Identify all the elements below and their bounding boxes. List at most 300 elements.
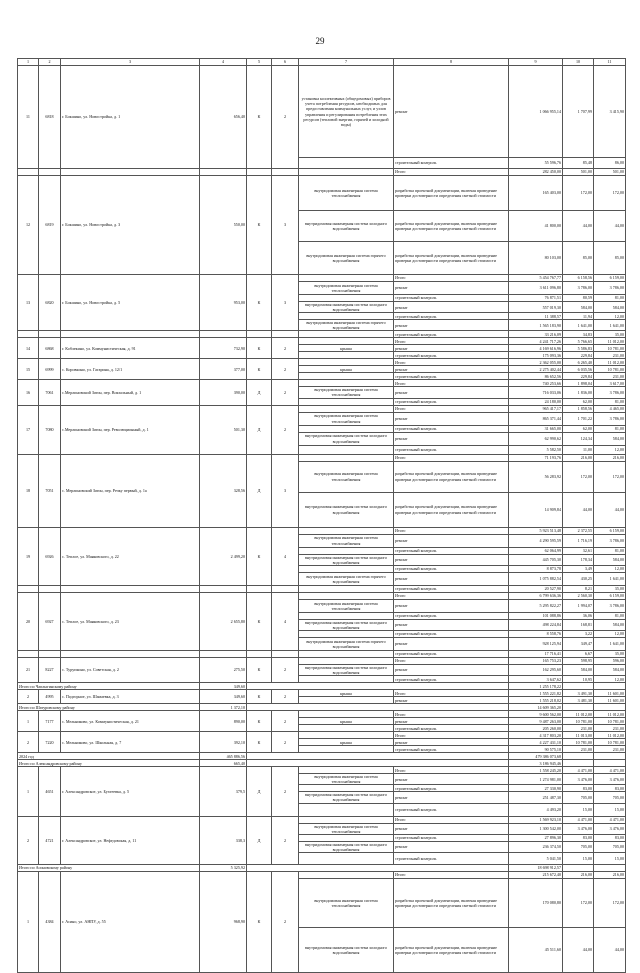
- column-number: 8: [394, 59, 509, 66]
- house-area: 953,00: [200, 275, 247, 331]
- max-unit-cost: 3 786,00: [594, 534, 626, 547]
- max-unit-cost: 10 781,00: [594, 718, 626, 725]
- engineering-system: [299, 767, 394, 774]
- row-number: 12: [18, 176, 39, 275]
- row-number: 2: [18, 690, 39, 704]
- work-type: строительный контроль: [394, 746, 509, 753]
- work-cost: 5 295 822,27: [509, 599, 563, 612]
- work-cost: 9 600 562,00: [509, 711, 563, 718]
- summary-row: [18, 753, 626, 760]
- work-cost: 55 596,76: [509, 158, 563, 169]
- material-type: К: [247, 359, 272, 380]
- summary-row: [18, 683, 626, 690]
- max-unit-cost: 3 476,00: [594, 823, 626, 834]
- engineering-system: [299, 527, 394, 534]
- unit-cost: 1 858,56: [563, 405, 594, 412]
- floors-count: 4: [272, 527, 299, 585]
- work-cost: 4 317 803,20: [509, 732, 563, 739]
- work-cost: 5 582,50: [509, 445, 563, 454]
- material-type: Д: [247, 380, 272, 405]
- work-cost: 498 224,84: [509, 619, 563, 630]
- work-type: Итого: [394, 380, 509, 387]
- work-type: строительный контроль: [394, 612, 509, 619]
- max-unit-cost: 172,00: [594, 878, 626, 927]
- work-type: строительный контроль: [394, 331, 509, 338]
- engineering-system: [299, 852, 394, 864]
- unit-cost: 8,21: [563, 585, 594, 592]
- max-unit-cost: 11 601,00: [594, 690, 626, 697]
- max-unit-cost: 86,00: [594, 158, 626, 169]
- engineering-system: внутридомовая инженерная система теплоснабжения: [299, 387, 394, 398]
- floors-count: 2: [272, 690, 299, 704]
- work-cost: 62 064,99: [509, 547, 563, 554]
- table-row: [18, 338, 626, 345]
- unit-cost: 349,47: [563, 637, 594, 650]
- engineering-system: [299, 352, 394, 359]
- max-unit-cost: 1 641,00: [594, 637, 626, 650]
- unit-cost: 11 012,00: [563, 711, 594, 718]
- engineering-system: [299, 732, 394, 739]
- floors-count: [272, 331, 299, 338]
- floors-count: 2: [272, 871, 299, 972]
- work-type: Итого: [394, 592, 509, 599]
- material-type: [247, 585, 272, 592]
- column-number: 1: [18, 59, 39, 66]
- row-number: 11: [18, 66, 39, 169]
- work-cost: 205 260,00: [509, 725, 563, 732]
- max-unit-cost: 10 781,00: [594, 739, 626, 746]
- work-type: разработка проектной документации, включая проведение проверки достоверности определения сметной стоимости: [394, 492, 509, 527]
- house-id: 4384: [39, 871, 61, 972]
- unit-cost: 705,00: [563, 792, 594, 803]
- floors-count: 2: [272, 657, 299, 682]
- house-address: г. Бокшино, ул. Новостройка, д. 3: [61, 176, 200, 275]
- engineering-system: [299, 725, 394, 732]
- work-type: ремонт: [394, 302, 509, 313]
- unit-cost: 124,34: [563, 432, 594, 445]
- work-cost: 11 388,57: [509, 313, 563, 320]
- work-cost: 4 227 431,10: [509, 739, 563, 746]
- work-cost: 236 374,50: [509, 841, 563, 852]
- work-type: разработка проектной документации, включая проведение проверки достоверности определения сметной стоимости: [394, 927, 509, 972]
- house-area: 379,5: [200, 767, 247, 816]
- house-address: с. Мерлиновский Затон, пер. Речку первый, д. 1а: [61, 454, 200, 527]
- house-id: [39, 169, 61, 176]
- engineering-system: [299, 871, 394, 878]
- summary-sum: 18 698 912,57: [509, 864, 563, 871]
- engineering-system: [299, 454, 394, 461]
- max-unit-cost: 83,00: [594, 834, 626, 841]
- max-unit-cost: 584,00: [594, 664, 626, 675]
- work-type: Итого: [394, 405, 509, 412]
- summary-sum: 1 255 178,22: [509, 683, 563, 690]
- work-cost: 8 558,76: [509, 630, 563, 637]
- work-type: ремонт: [394, 387, 509, 398]
- work-type: Итого: [394, 275, 509, 282]
- max-unit-cost: 4 465,00: [594, 405, 626, 412]
- engineering-system: установка коллективных (общедомовых) приборов учета потребления ресурсов, необходимых для предоставления коммунальных услуг, и узлов управления и регулирования потребления этих ресурсов (тепловой энергии, горячей и холодной воды): [299, 66, 394, 158]
- house-address: [61, 585, 200, 592]
- engineering-system: внутридомовая инженерная система холодного водоснабжения: [299, 841, 394, 852]
- unit-cost: 501,00: [563, 169, 594, 176]
- engineering-system: [299, 373, 394, 380]
- work-cost: 557 019,30: [509, 302, 563, 313]
- unit-cost: 705,00: [563, 841, 594, 852]
- engineering-system: [299, 295, 394, 302]
- work-type: Итого: [394, 527, 509, 534]
- max-unit-cost: 11 012,00: [594, 711, 626, 718]
- work-cost: 2 275 402,44: [509, 366, 563, 373]
- table-row: [18, 657, 626, 664]
- material-type: К: [247, 275, 272, 331]
- engineering-system: [299, 158, 394, 169]
- unit-cost: 85,48: [563, 158, 594, 169]
- unit-cost: 3 481,30: [563, 697, 594, 704]
- work-cost: 41 800,00: [509, 211, 563, 242]
- table-row: [18, 176, 626, 211]
- empty-cell: [247, 753, 509, 760]
- unit-cost: 44,00: [563, 211, 594, 242]
- column-number: 9: [509, 59, 563, 66]
- work-cost: 865 371,44: [509, 412, 563, 425]
- engineering-system: внутридомовая инженерная система холодного водоснабжения: [299, 927, 394, 972]
- summary-label: Итого по Александровскому району: [18, 760, 200, 767]
- work-type: строительный контроль: [394, 425, 509, 432]
- work-type: ремонт: [394, 774, 509, 785]
- empty-cell: [563, 864, 594, 871]
- work-cost: 76 871,51: [509, 295, 563, 302]
- max-unit-cost: 44,00: [594, 211, 626, 242]
- max-unit-cost: 15,00: [594, 852, 626, 864]
- row-number: [18, 585, 39, 592]
- max-unit-cost: 3 786,00: [594, 412, 626, 425]
- empty-cell: [563, 753, 594, 760]
- summary-label: 2024 год: [18, 753, 200, 760]
- max-unit-cost: 12,00: [594, 630, 626, 637]
- engineering-system: [299, 331, 394, 338]
- unit-cost: 15,00: [563, 803, 594, 816]
- work-type: строительный контроль: [394, 676, 509, 683]
- house-area: [200, 169, 247, 176]
- unit-cost: 2 560,30: [563, 592, 594, 599]
- house-id: 6819: [39, 176, 61, 275]
- max-unit-cost: 10 781,00: [594, 366, 626, 373]
- max-unit-cost: 231,00: [594, 373, 626, 380]
- work-type: ремонт: [394, 432, 509, 445]
- unit-cost: 6 158,56: [563, 275, 594, 282]
- row-number: 19: [18, 527, 39, 585]
- house-area: 349,60: [200, 690, 247, 704]
- max-unit-cost: 35,00: [594, 331, 626, 338]
- row-number: 1: [18, 871, 39, 972]
- engineering-system: [299, 275, 394, 282]
- table-row: [18, 275, 626, 282]
- empty-cell: [563, 683, 594, 690]
- engineering-system: внутридомовая инженерная система теплоснабжения: [299, 412, 394, 425]
- unit-cost: 10 781,00: [563, 718, 594, 725]
- material-type: Д: [247, 405, 272, 454]
- house-address: г. Бокшино, ул. Новостройка, д. 1: [61, 66, 200, 169]
- engineering-system: внутридомовая инженерная система горячего водоснабжения: [299, 572, 394, 585]
- empty-cell: [594, 864, 626, 871]
- house-id: 6820: [39, 275, 61, 331]
- work-cost: 928 125,94: [509, 637, 563, 650]
- work-cost: 2 362 055,00: [509, 359, 563, 366]
- unit-cost: 36,06: [563, 612, 594, 619]
- max-unit-cost: 12,00: [594, 676, 626, 683]
- unit-cost: 11,00: [563, 445, 594, 454]
- max-unit-cost: 11 012,00: [594, 732, 626, 739]
- work-cost: 165 403,00: [509, 176, 563, 211]
- engineering-system: внутридомовая инженерная система холодного водоснабжения: [299, 554, 394, 565]
- work-type: Итого: [394, 657, 509, 664]
- material-type: К: [247, 711, 272, 732]
- house-id: 6999: [39, 359, 61, 380]
- unit-cost: 11 013,00: [563, 732, 594, 739]
- row-number: 20: [18, 592, 39, 650]
- unit-cost: 229,84: [563, 352, 594, 359]
- max-unit-cost: 11 012,00: [594, 359, 626, 366]
- max-unit-cost: 44,00: [594, 492, 626, 527]
- unit-cost: 2 372,55: [563, 527, 594, 534]
- max-unit-cost: 231,00: [594, 725, 626, 732]
- work-cost: 716 033,06: [509, 387, 563, 398]
- house-area: 328,56: [200, 454, 247, 527]
- unit-cost: 1 836,00: [563, 387, 594, 398]
- work-type: разработка проектной документации, включая проведение проверки достоверности определения сметной стоимости: [394, 461, 509, 492]
- work-type: Итого: [394, 690, 509, 697]
- engineering-system: внутридомовая инженерная система теплоснабжения: [299, 534, 394, 547]
- work-type: ремонт: [394, 554, 509, 565]
- work-type: ремонт: [394, 320, 509, 331]
- work-type: строительный контроль: [394, 352, 509, 359]
- house-area: 550,00: [200, 176, 247, 275]
- work-type: ремонт: [394, 599, 509, 612]
- work-type: Итого: [394, 871, 509, 878]
- engineering-system: внутридомовая инженерная система теплоснабжения: [299, 599, 394, 612]
- engineering-system: [299, 338, 394, 345]
- row-number: [18, 331, 39, 338]
- max-unit-cost: 231,00: [594, 352, 626, 359]
- page-number: 29: [315, 36, 325, 46]
- work-cost: 14 909,84: [509, 492, 563, 527]
- work-cost: 1 555 218,02: [509, 697, 563, 704]
- engineering-system: внутридомовая инженерная система теплоснабжения: [299, 461, 394, 492]
- engineering-system: крыша: [299, 690, 394, 697]
- max-unit-cost: 1 641,00: [594, 320, 626, 331]
- max-unit-cost: 3 476,00: [594, 774, 626, 785]
- work-type: ремонт: [394, 66, 509, 158]
- summary-row: [18, 704, 626, 711]
- material-type: Д: [247, 454, 272, 527]
- material-type: [247, 331, 272, 338]
- house-address: г. Александровское, ул. Бухтеевка, д. 5: [61, 767, 200, 816]
- house-area: [200, 331, 247, 338]
- work-type: строительный контроль: [394, 852, 509, 864]
- table-row: [18, 690, 626, 697]
- max-unit-cost: 584,00: [594, 302, 626, 313]
- engineering-system: внутридомовая инженерная система холодного водоснабжения: [299, 302, 394, 313]
- table-row: [18, 816, 626, 823]
- row-number: 1: [18, 711, 39, 732]
- unit-cost: 34,83: [563, 331, 594, 338]
- summary-area: 349,60: [200, 683, 247, 690]
- floors-count: [272, 650, 299, 657]
- max-unit-cost: 3 415,90: [594, 66, 626, 158]
- table-row: [18, 732, 626, 739]
- row-number: 1: [18, 767, 39, 816]
- unit-cost: 1 701,22: [563, 412, 594, 425]
- unit-cost: 584,00: [563, 302, 594, 313]
- work-type: ремонт: [394, 412, 509, 425]
- max-unit-cost: 85,00: [594, 242, 626, 275]
- work-cost: 162 295,60: [509, 664, 563, 675]
- max-unit-cost: 35,00: [594, 585, 626, 592]
- max-unit-cost: 6 159,00: [594, 592, 626, 599]
- work-cost: 45 511,60: [509, 927, 563, 972]
- work-type: ремонт: [394, 718, 509, 725]
- work-cost: 3 611 096,80: [509, 282, 563, 295]
- engineering-system: внутридомовая инженерная система холодного водоснабжения: [299, 432, 394, 445]
- engineering-system: [299, 816, 394, 823]
- house-address: с. Мельниково, ул. Коммунистическая, д. 21: [61, 711, 200, 732]
- work-type: ремонт: [394, 572, 509, 585]
- house-id: 6818: [39, 66, 61, 169]
- engineering-system: [299, 359, 394, 366]
- house-address: [61, 650, 200, 657]
- house-id: 7051: [39, 454, 61, 527]
- work-cost: 170 080,80: [509, 878, 563, 927]
- engineering-system: [299, 313, 394, 320]
- table-row: [18, 380, 626, 387]
- work-type: строительный контроль: [394, 834, 509, 841]
- engineering-system: [299, 547, 394, 554]
- house-area: 392,10: [200, 732, 247, 753]
- max-unit-cost: 1 641,00: [594, 572, 626, 585]
- unit-cost: 3,49: [563, 565, 594, 572]
- work-type: разработка проектной документации, включая проведение проверки достоверности определения сметной стоимости: [394, 211, 509, 242]
- house-area: 2 499,20: [200, 527, 247, 585]
- engineering-system: [299, 169, 394, 176]
- house-address: с. Теплое, ул. Маяковского, д. 23: [61, 592, 200, 650]
- house-area: 338,3: [200, 816, 247, 864]
- empty-cell: [247, 683, 509, 690]
- row-number: 14: [18, 338, 39, 359]
- engineering-system: внутридомовая инженерная система холодного водоснабжения: [299, 492, 394, 527]
- work-type: Итого: [394, 816, 509, 823]
- summary-area: 665,40: [200, 760, 247, 767]
- max-unit-cost: 81,00: [594, 425, 626, 432]
- summary-area: 5 325,92: [200, 864, 247, 871]
- max-unit-cost: 81,00: [594, 547, 626, 554]
- work-cost: 3 647,62: [509, 676, 563, 683]
- floors-count: 2: [272, 66, 299, 169]
- work-type: строительный контроль: [394, 585, 509, 592]
- empty-cell: [594, 683, 626, 690]
- table-row: [18, 405, 626, 412]
- house-address: с. Подгорное, ул. Шамаевка, д. 3: [61, 690, 200, 704]
- house-area: 377,00: [200, 359, 247, 380]
- work-type: Итого: [394, 454, 509, 461]
- unit-cost: 3 476,00: [563, 774, 594, 785]
- row-number: 17: [18, 405, 39, 454]
- max-unit-cost: 501,00: [594, 169, 626, 176]
- unit-cost: 5 766,65: [563, 338, 594, 345]
- column-number: 5: [247, 59, 272, 66]
- max-unit-cost: 15,00: [594, 803, 626, 816]
- house-id: [39, 585, 61, 592]
- work-cost: 215 672,40: [509, 871, 563, 878]
- work-cost: 71 193,76: [509, 454, 563, 461]
- work-type: строительный контроль: [394, 565, 509, 572]
- engineering-system: крыша: [299, 718, 394, 725]
- house-area: 275,50: [200, 657, 247, 682]
- unit-cost: 32,61: [563, 547, 594, 554]
- work-type: строительный контроль: [394, 547, 509, 554]
- house-address: г. Коблекино, ул. Коммунистическая, д. 91: [61, 338, 200, 359]
- floors-count: 3: [272, 454, 299, 527]
- work-type: Итого: [394, 359, 509, 366]
- table-row: [18, 711, 626, 718]
- engineering-system: внутридомовая инженерная система теплоснабжения: [299, 176, 394, 211]
- unit-cost: 10 781,00: [563, 739, 594, 746]
- column-number: 7: [299, 59, 394, 66]
- engineering-system: [299, 565, 394, 572]
- floors-count: [272, 585, 299, 592]
- floors-count: 4: [272, 592, 299, 650]
- work-cost: 17 716,41: [509, 650, 563, 657]
- work-type: ремонт: [394, 366, 509, 373]
- work-type: ремонт: [394, 841, 509, 852]
- house-area: 968,90: [200, 871, 247, 972]
- work-cost: 4 241 717,26: [509, 338, 563, 345]
- row-number: 2: [18, 732, 39, 753]
- unit-cost: 598,95: [563, 657, 594, 664]
- material-type: Д: [247, 816, 272, 864]
- material-type: К: [247, 592, 272, 650]
- engineering-system: внутридомовая инженерная система теплоснабжения: [299, 823, 394, 834]
- house-id: 4651: [39, 767, 61, 816]
- summary-label: Итого по Шатуровскому району: [18, 704, 200, 711]
- unit-cost: 10,95: [563, 676, 594, 683]
- engineering-system: [299, 592, 394, 599]
- house-area: 390,00: [200, 380, 247, 405]
- work-type: ремонт: [394, 697, 509, 704]
- work-type: ремонт: [394, 534, 509, 547]
- work-type: строительный контроль: [394, 785, 509, 792]
- house-address: с. Мельниково, ул. Школьная, д. 7: [61, 732, 200, 753]
- column-number: 4: [200, 59, 247, 66]
- house-address: [61, 331, 200, 338]
- summary-sum: 479 386 073,68: [509, 753, 563, 760]
- table-row: [18, 767, 626, 774]
- unit-cost: 172,00: [563, 461, 594, 492]
- engineering-system: [299, 711, 394, 718]
- unit-cost: 5 586,83: [563, 345, 594, 352]
- engineering-system: [299, 697, 394, 704]
- max-unit-cost: 705,00: [594, 841, 626, 852]
- work-cost: 56 283,92: [509, 461, 563, 492]
- capital-repair-table: [17, 58, 626, 973]
- table-row: [18, 650, 626, 657]
- table-row: [18, 527, 626, 534]
- house-id: 4721: [39, 816, 61, 864]
- unit-cost: 216,00: [563, 454, 594, 461]
- row-number: 2: [18, 816, 39, 864]
- max-unit-cost: 4 471,00: [594, 816, 626, 823]
- engineering-system: [299, 425, 394, 432]
- work-cost: 1 569 923,10: [509, 816, 563, 823]
